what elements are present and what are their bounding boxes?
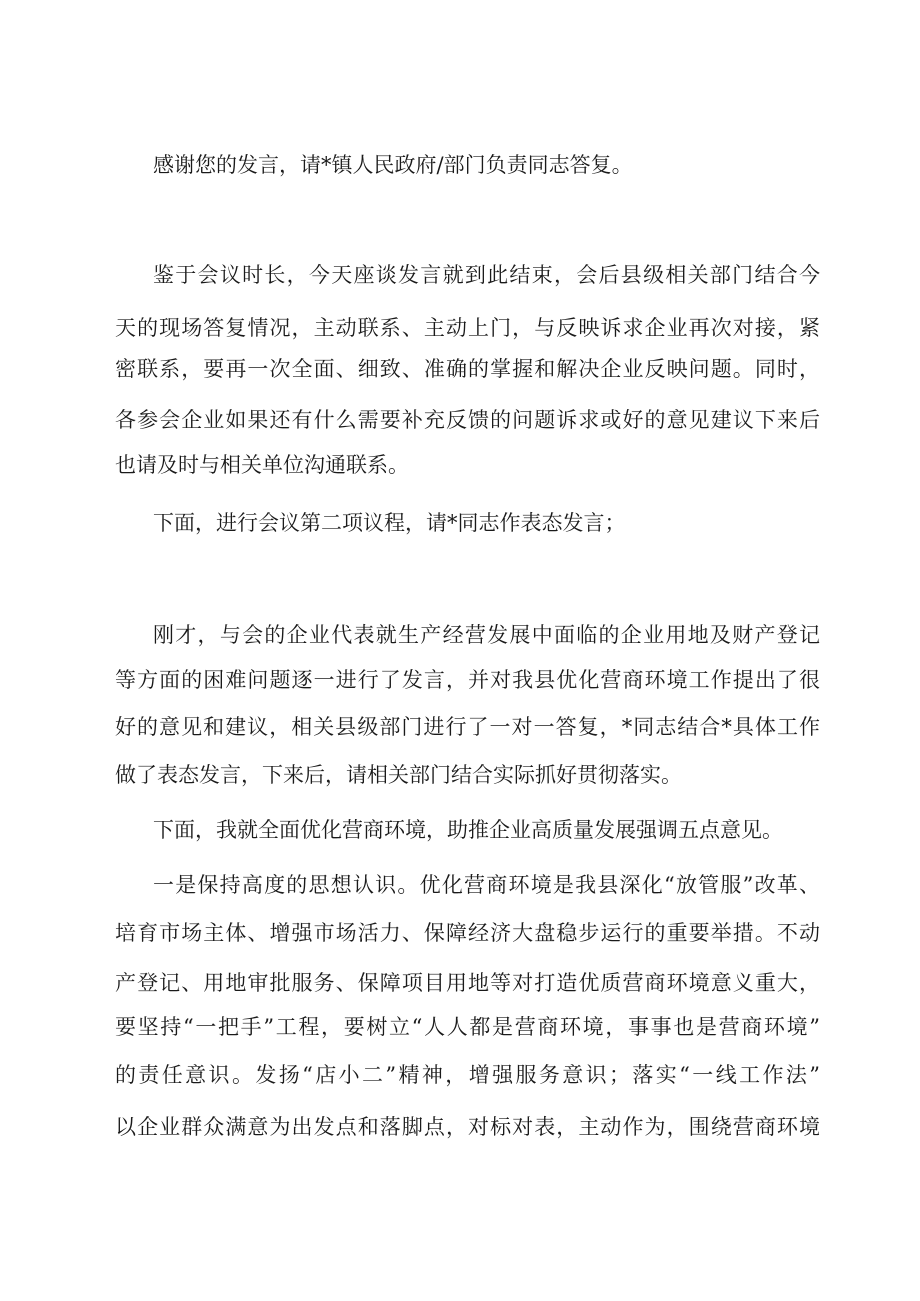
paragraph-4-line-2: 等方面的困难问题逐一进行了发言，并对我县优化营商环境工作提出了很 (115, 668, 820, 692)
paragraph-1-line-1: 感谢您的发言，请*镇人民政府/部门负责同志答复。 (153, 153, 633, 177)
paragraph-3-line-1: 下面，进行会议第二项议程，请*同志作表态发言； (153, 511, 626, 535)
paragraph-4-line-3: 好的意见和建议，相关县级部门进行了一对一答复，*同志结合*具体工作 (115, 715, 820, 739)
paragraph-2-line-5: 也请及时与相关单位沟通联系。 (115, 453, 409, 477)
paragraph-6-line-4: 要坚持“一把手”工程，要树立“人人都是营商环境，事事也是营商环境” (115, 1015, 820, 1039)
paragraph-5-line-1: 下面，我就全面优化营商环境，助推企业高质量发展强调五点意见。 (153, 818, 783, 842)
paragraph-6-line-2: 培育市场主体、增强市场活力、保障经济大盘稳步运行的重要举措。不动 (115, 921, 820, 945)
paragraph-2-line-1: 鉴于会议时长，今天座谈发言就到此结束，会后县级相关部门结合今 (153, 263, 820, 287)
paragraph-2-line-3: 密联系，要再一次全面、细致、准确的掌握和解决企业反映问题。同时， (115, 357, 820, 381)
paragraph-2-line-4: 各参会企业如果还有什么需要补充反馈的问题诉求或好的意见建议下来后 (115, 408, 820, 432)
paragraph-2-line-2: 天的现场答复情况，主动联系、主动上门，与反映诉求企业再次对接，紧 (115, 316, 820, 340)
paragraph-4-line-4: 做了表态发言，下来后，请相关部门结合实际抓好贯彻落实。 (115, 763, 682, 787)
paragraph-6-line-5: 的责任意识。发扬“店小二”精神，增强服务意识；落实“一线工作法” (115, 1063, 820, 1087)
paragraph-6-line-6: 以企业群众满意为出发点和落脚点，对标对表，主动作为，围绕营商环境 (115, 1115, 820, 1139)
paragraph-4-line-1: 刚才，与会的企业代表就生产经营发展中面临的企业用地及财产登记 (153, 623, 820, 647)
paragraph-6-line-1: 一是保持高度的思想认识。优化营商环境是我县深化“放管服”改革、 (153, 873, 820, 897)
paragraph-6-line-3: 产登记、用地审批服务、保障项目用地等对打造优质营商环境意义重大， (115, 971, 820, 995)
